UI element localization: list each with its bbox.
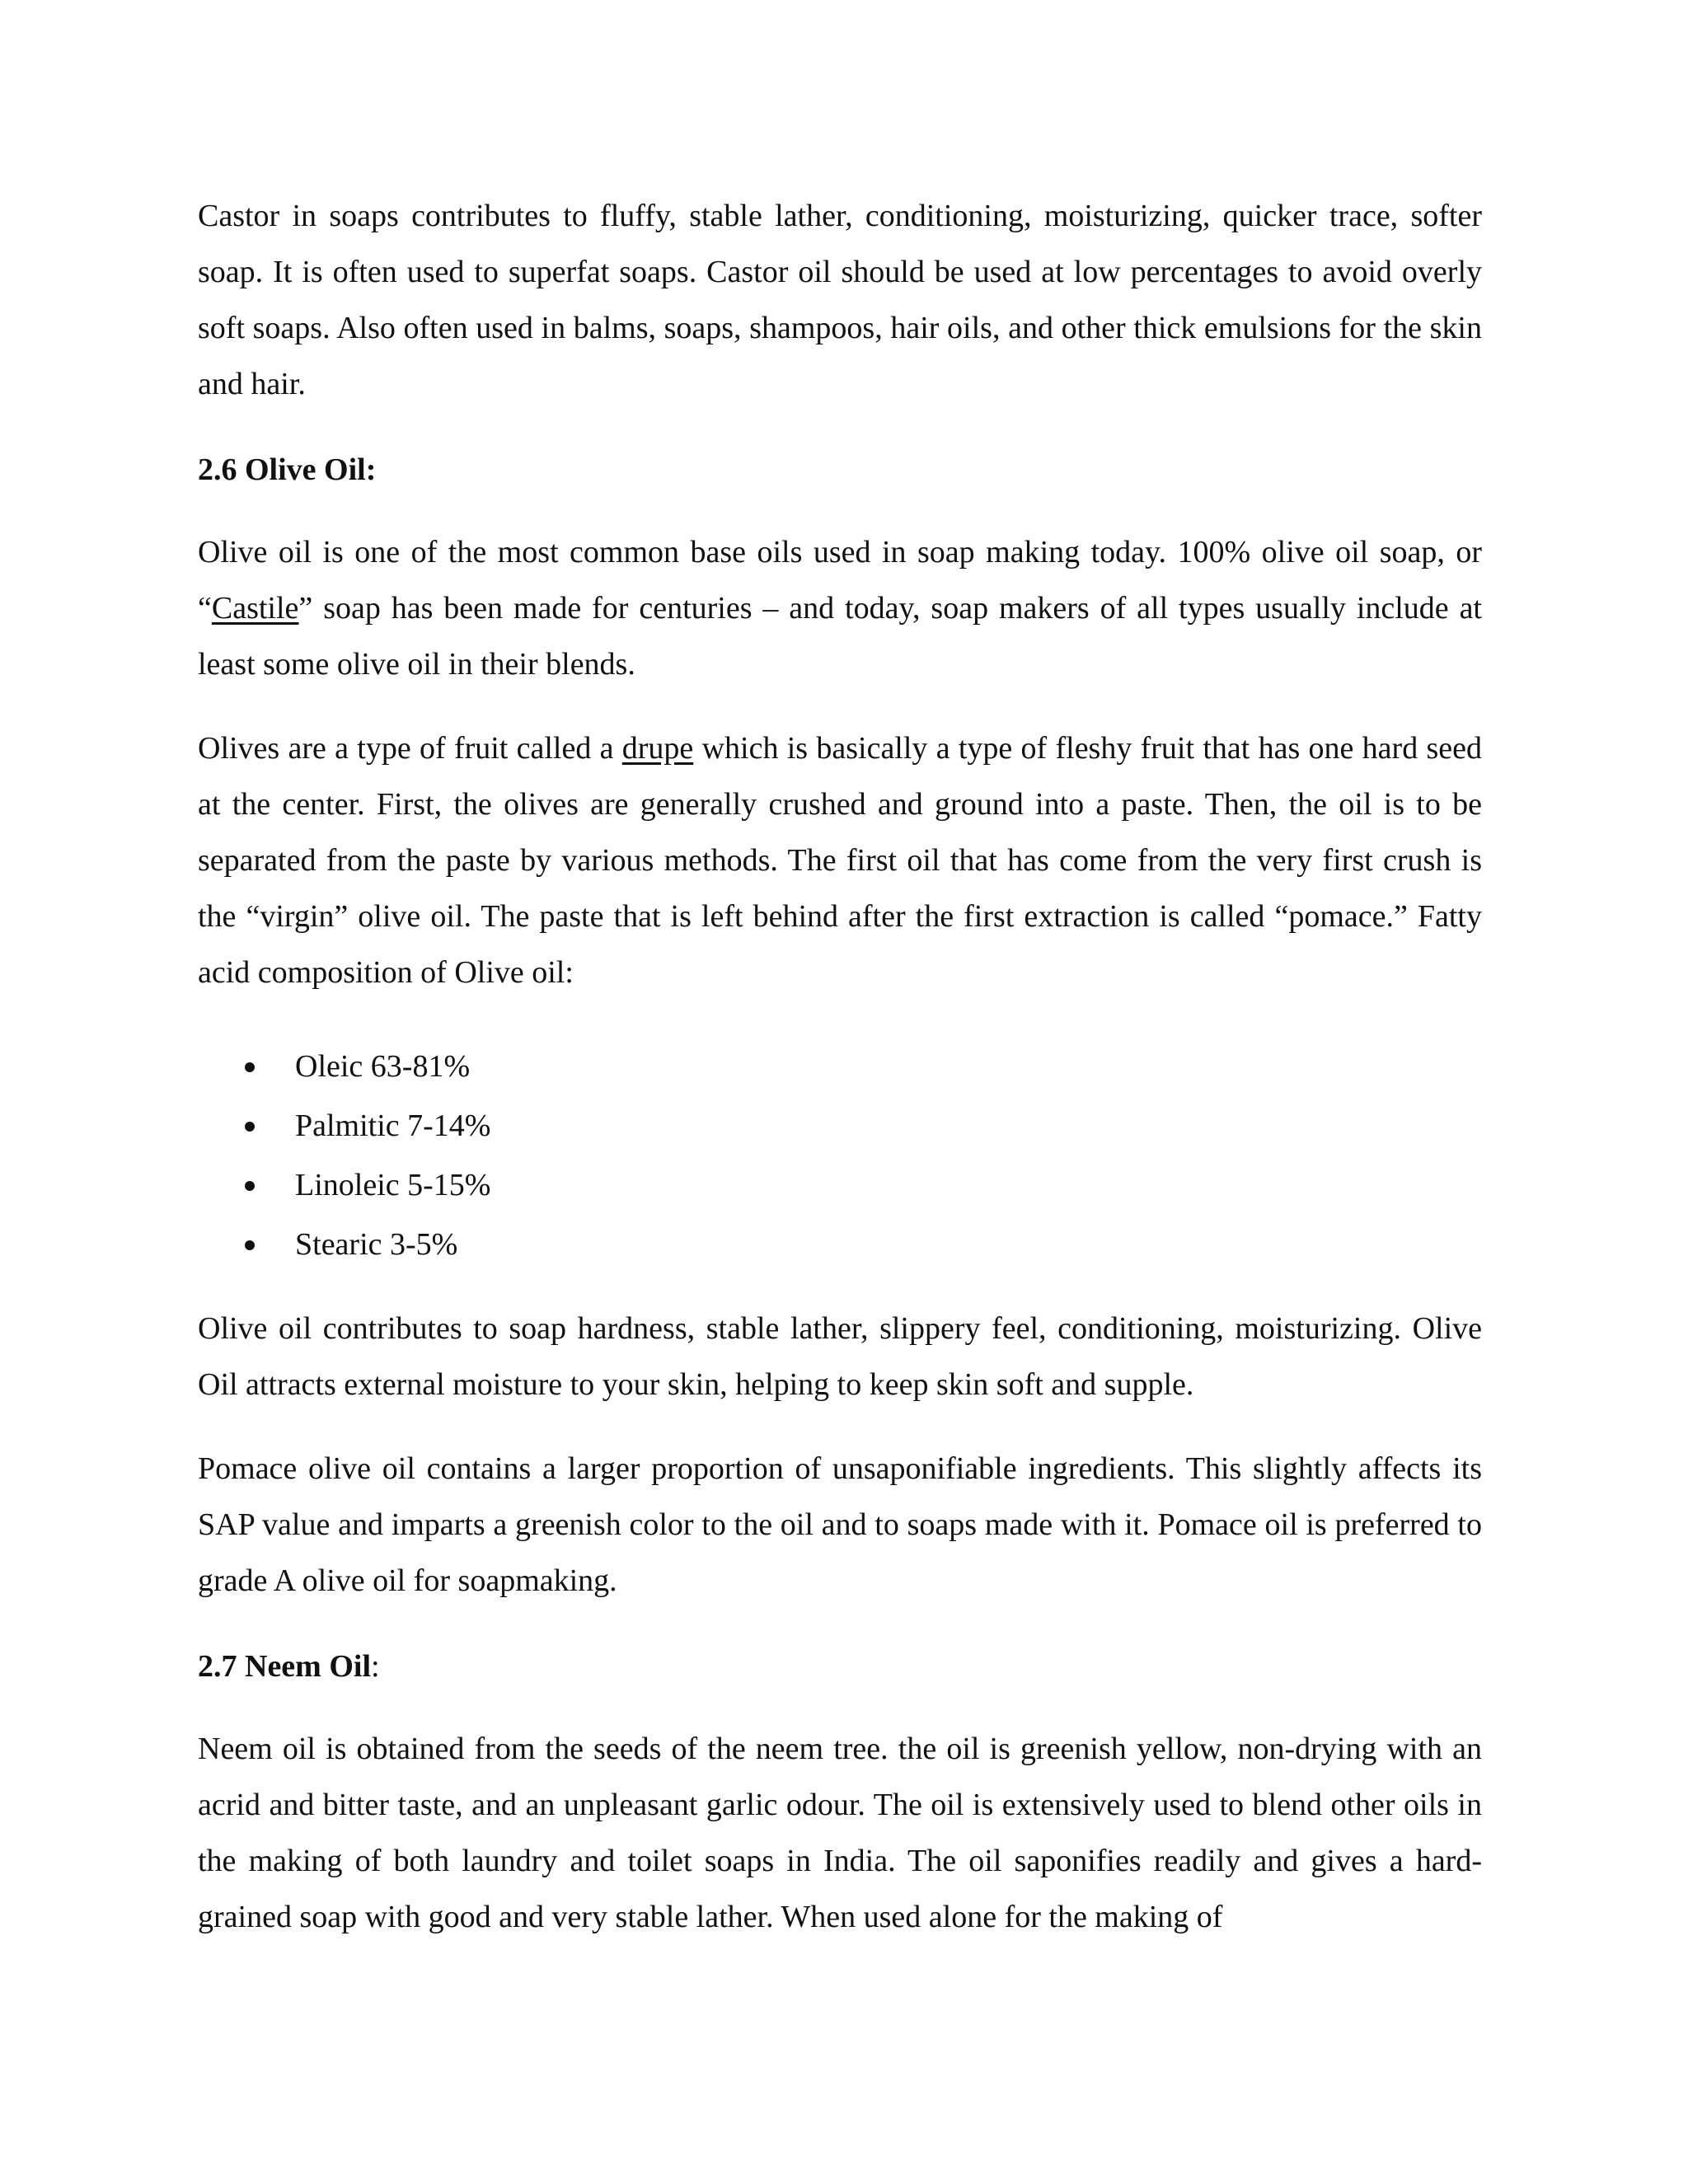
section-heading-olive-oil: 2.6 Olive Oil:	[198, 452, 377, 487]
bullet-icon	[245, 1122, 255, 1132]
olive-paragraph-4: Pomace olive oil contains a larger proportion of unsaponifiable ingredients. This slightly affects its SAP value and imparts a greenish color to the oil and to soaps made with it. Pomace oil is preferred to grade A olive oil for soapmaking.	[198, 1451, 1482, 1598]
neem-paragraph: Neem oil is obtained from the seeds of the neem tree. the oil is greenish yellow, non-drying with an acrid and bitter taste, and an unpleasant garlic odour. The oil is extensively used to blend other oils in the making of both laundry and toilet soaps in India. The oil saponifies readily and gives a hard-grained soap with good and very stable lather. When used alone for the making of	[198, 1732, 1482, 1934]
olive-paragraph-3: Olive oil contributes to soap hardness, stable lather, slippery feel, conditioning, moisturizing. Olive Oil attracts external moisture to your skin, helping to keep skin soft and supple.	[198, 1311, 1482, 1402]
olive-paragraph-2: Olives are a type of fruit called a drupe which is basically a type of fleshy fruit that has one hard seed at the center. First, the olives are generally crushed and ground into a paste. Then, the oil is to be separated from the paste by various methods. The first oil that has come from the very first crush is the “virgin” olive oil. The paste that is left behind after the first extraction is called “pomace.” Fatty acid composition of Olive oil:	[198, 731, 1482, 990]
olive-paragraph-1: Olive oil is one of the most common base oils used in soap making today. 100% olive oil soap, or “Castile” soap has been made for centuries – and today, soap makers of all types usually include at least some olive oil in their blends.	[198, 535, 1482, 682]
bullet-icon	[245, 1181, 255, 1191]
fatty-acid-list	[198, 1037, 1269, 1274]
bullet-icon	[245, 1240, 255, 1250]
list-item: Palmitic 7-14%	[198, 1096, 1269, 1155]
castile-link[interactable]: Castile	[211, 591, 299, 626]
list-item: Linoleic 5-15%	[198, 1155, 1269, 1215]
drupe-link[interactable]: drupe	[621, 731, 694, 766]
list-item: Stearic 3-5%	[198, 1215, 1269, 1274]
castor-paragraph: Castor in soaps contributes to fluffy, stable lather, conditioning, moisturizing, quicker trace, softer soap. It is often used to superfat soaps. Castor oil should be used at low percentages to avoid overly soft soaps. Also often used in balms, soaps, shampoos, hair oils, and other thick emulsions for the skin and hair.	[198, 199, 1482, 401]
section-heading-neem-oil: 2.7 Neem Oil:	[198, 1649, 380, 1684]
bullet-icon	[245, 1062, 255, 1072]
list-item: Oleic 63-81%	[198, 1037, 1269, 1096]
